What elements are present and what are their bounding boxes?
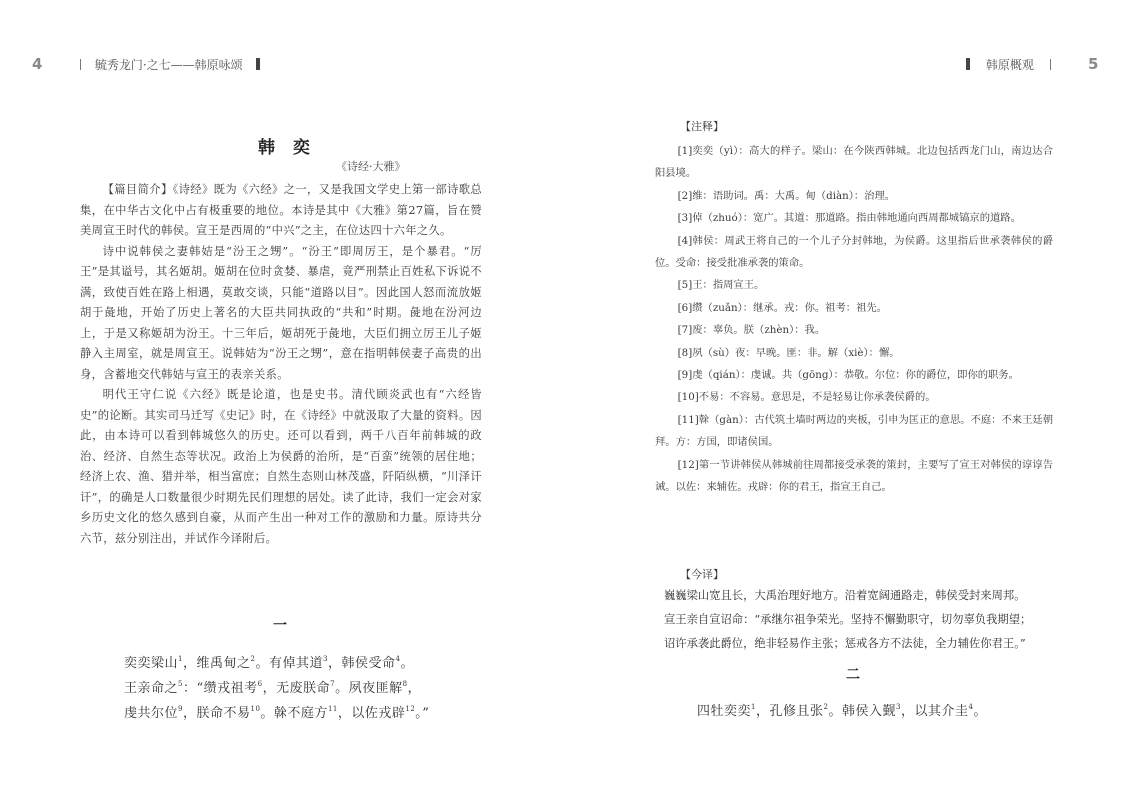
page-number-right: 5: [1088, 55, 1099, 73]
translation-line: 宣王亲自宣诏命：“承继尔祖争荣光。坚持不懈勤职守，切勿辜负我期望；: [664, 613, 1032, 626]
note-item: [9]虔（qián）：虔诚。共（gōng）：恭敬。尔位：你的爵位，即你的职务。: [677, 369, 1019, 382]
intro-paragraph: 明代王守仁说《六经》既是论道，也是史书。清代顾炎武也有“六经皆史”的论断。其实司马迁写《史记》时，在《诗经》中就汲取了大量的资料。因此，由本诗可以看到韩城悠久的历史。还可以看到，两千八百年前韩城的政治、经济、自然生态等状况。政治上为侯爵的治所，是“百蛮”统领的居住地；经济上农、渔、猎并举，相当富庶；自然生态则山林茂盛，阡陌纵横，“川泽讦讦”，的确是人口数量很少时期先民们理想的居处。读了此诗，我们一定会对家乡历史文化的悠久感到自豪，从而产生出一种对工作的激励和力量。原诗共分六节，兹分别注出，并试作今译附后。: [80, 388, 483, 545]
page-number-left: 4: [32, 55, 43, 73]
note-item: [12]第一节讲韩侯从韩城前往周都接受承袭的策封，主要写了宣王对韩侯的谆谆告诫。以佐：来辅佐。戎辟：你的君王，指宣王自己。: [655, 458, 1053, 494]
poem-title: 韩 奕: [258, 138, 316, 158]
poem-line: 四牡奕奕$^1$，孔修且张$^2$。韩侯入觐$^3$，以其介圭$^4$。: [697, 703, 987, 719]
note-item: [2]维：语助词。禹：大禹。甸（diàn）：治理。: [677, 189, 896, 202]
note-item: [8]夙（sù）夜：早晚。匪：非。解（xiè）：懈。: [677, 346, 900, 359]
section-number-one: 一: [273, 618, 287, 634]
header-bar: [966, 58, 970, 70]
note-item: [3]倬（zhuó）：宽广。其道：那道路。指由韩地通向西周都城镐京的道路。: [677, 212, 1021, 225]
translation-heading: 【今译】: [680, 568, 724, 581]
header-divider: [80, 59, 81, 70]
section-number-two: 二: [846, 667, 860, 683]
poem-line: 虔共尔位$^9$，朕命不易$^{10}$。榦不庭方$^{11}$，以佐戎辟$^{12}$。”: [124, 705, 430, 721]
header-bar: [256, 58, 260, 70]
poem-source: 《诗经·大雅》: [336, 160, 406, 173]
note-item: [4]韩侯：周武王将自己的一个儿子分封韩地，为侯爵。这里指后世承袭韩侯的爵位。受命：接受批准承袭的策命。: [655, 234, 1053, 270]
header-left-text: 毓秀龙门·之七——韩原咏颂: [94, 58, 243, 72]
translation-line: 巍巍梁山宽且长，大禹治理好地方。沿着宽阔通路走，韩侯受封来周邦。: [664, 589, 1026, 602]
running-header-left: [80, 56, 260, 73]
header-right-text: 韩原概观: [985, 58, 1034, 72]
note-item: [6]缵（zuǎn）：继承。戎：你。祖考：祖先。: [677, 301, 887, 314]
poem-line: 奕奕梁山$^1$，维禹甸之$^2$。有倬其道$^3$，韩侯受命$^4$。: [124, 655, 414, 671]
introduction-text: [80, 180, 482, 549]
note-item: [5]王：指周宣王。: [677, 279, 765, 292]
intro-paragraph: 【篇目简介】《诗经》既为《六经》之一，又是我国文学史上第一部诗歌总集，在中华古文化中占有极重要的地位。本诗是其中《大雅》第27篇，旨在赞美周宣王时代的韩侯。宣王是西周的“中兴”之主，在位达四十六年之久。: [80, 183, 482, 237]
note-item: [11]榦（gàn）：古代筑土墙时两边的夹板，引申为匡正的意思。不庭：不来王廷朝拜。方：方国，即诸侯国。: [655, 413, 1053, 449]
notes-list: [655, 140, 1053, 499]
running-header-right: [966, 56, 1051, 73]
note-item: [10]不易：不容易。意思是，不是轻易让你承袭侯爵的。: [677, 391, 936, 404]
header-divider: [1050, 59, 1051, 70]
notes-heading: 【注释】: [680, 120, 724, 133]
translation-line: 诏许承袭此爵位，绝非轻易作主张；惩戒各方不法徒，全力辅佐你君王。”: [664, 637, 1026, 650]
note-item: [1]奕奕（yì）：高大的样子。梁山：在今陕西韩城。北边包括西龙门山，南边达合阳县境。: [655, 145, 1053, 180]
intro-paragraph: 诗中说韩侯之妻韩姞是“汾王之甥”。“汾王”即周厉王，是个暴君。“厉王”是其谥号，其名姬胡。姬胡在位时贪婪、暴虐，竟严刑禁止百姓私下诉说不满，致使百姓在路上相遇，莫敢交谈，只能“道路以目”。因此国人怒而流放姬胡于彘地，开始了历史上著名的大臣共同执政的“共和”时期。彘地在汾河边上，于是又称姬胡为汾王。十三年后，姬胡死于彘地，大臣们拥立厉王儿子姬静入主周室，就是周宣王。说韩姞为“汾王之甥”，意在指明韩侯妻子高贵的出身，含蓄地交代韩姞与宣王的表亲关系。: [80, 244, 482, 381]
note-item: [7]废：辜负。朕（zhèn）：我。: [677, 324, 826, 337]
poem-line: 王亲命之$^5$：“缵戎祖考$^6$，无废朕命$^7$。夙夜匪解$^8$，: [124, 680, 422, 696]
